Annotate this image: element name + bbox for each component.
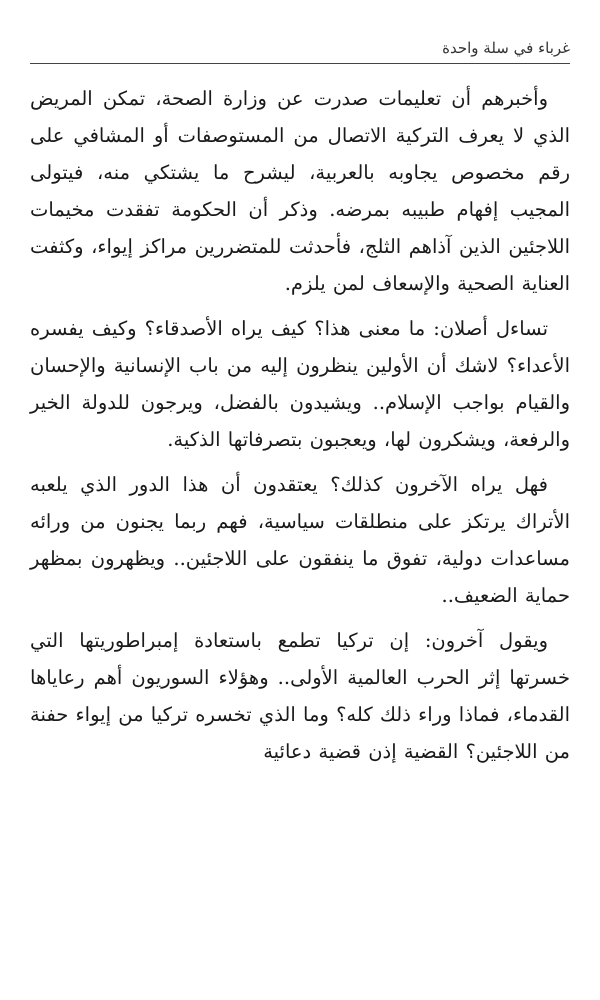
paragraph-2: تساءل أصلان: ما معنى هذا؟ كيف يراه الأصدقاء؟ وكيف يفسره الأعداء؟ لاشك أن الأولين ينظرون إليه من باب الإنسانية والإحسان والقيام بواجب الإسلام.. ويشيدون بالفضل، ويرجون للدولة الخير والرفعة، ويشكرون لها، ويعجبون بتصرفاتها الذكية.	[30, 317, 570, 451]
running-header-title: غرباء في سلة واحدة	[442, 39, 570, 57]
paragraph-3: فهل يراه الآخرون كذلك؟ يعتقدون أن هذا الدور الذي يلعبه الأتراك يرتكز على منطلقات سياسية، فهم ربما يجنون من ورائه مساعدات دولية، تفوق ما ينفقون على اللاجئين.. ويظهرون بمظهر حماية الضعيف..	[30, 473, 570, 607]
paragraph-1: وأخبرهم أن تعليمات صدرت عن وزارة الصحة، تمكن المريض الذي لا يعرف التركية الاتصال من المستوصفات أو المشافي على رقم مخصوص يجاوبه بالعربية، ليشرح ما يشتكي منه، فيتولى المجيب إفهام طبيبه بمرضه. وذكر أن الحكومة تفقدت مخيمات اللاجئين الذين آذاهم الثلج، فأحدثت للمتضررين مراكز إيواء، وكثفت العناية الصحية والإسعاف لمن يلزم.	[30, 87, 570, 295]
header-divider	[30, 63, 570, 64]
paragraph-4: ويقول آخرون: إن تركيا تطمع باستعادة إمبراطوريتها التي خسرتها إثر الحرب العالمية الأولى.. وهؤلاء السوريون أهم رعاياها القدماء، فماذا وراء ذلك كله؟ وما الذي تخسره تركيا من إيواء حفنة من اللاجئين؟ القضية إذن قضية دعائية	[30, 629, 570, 763]
body-text	[30, 80, 570, 778]
